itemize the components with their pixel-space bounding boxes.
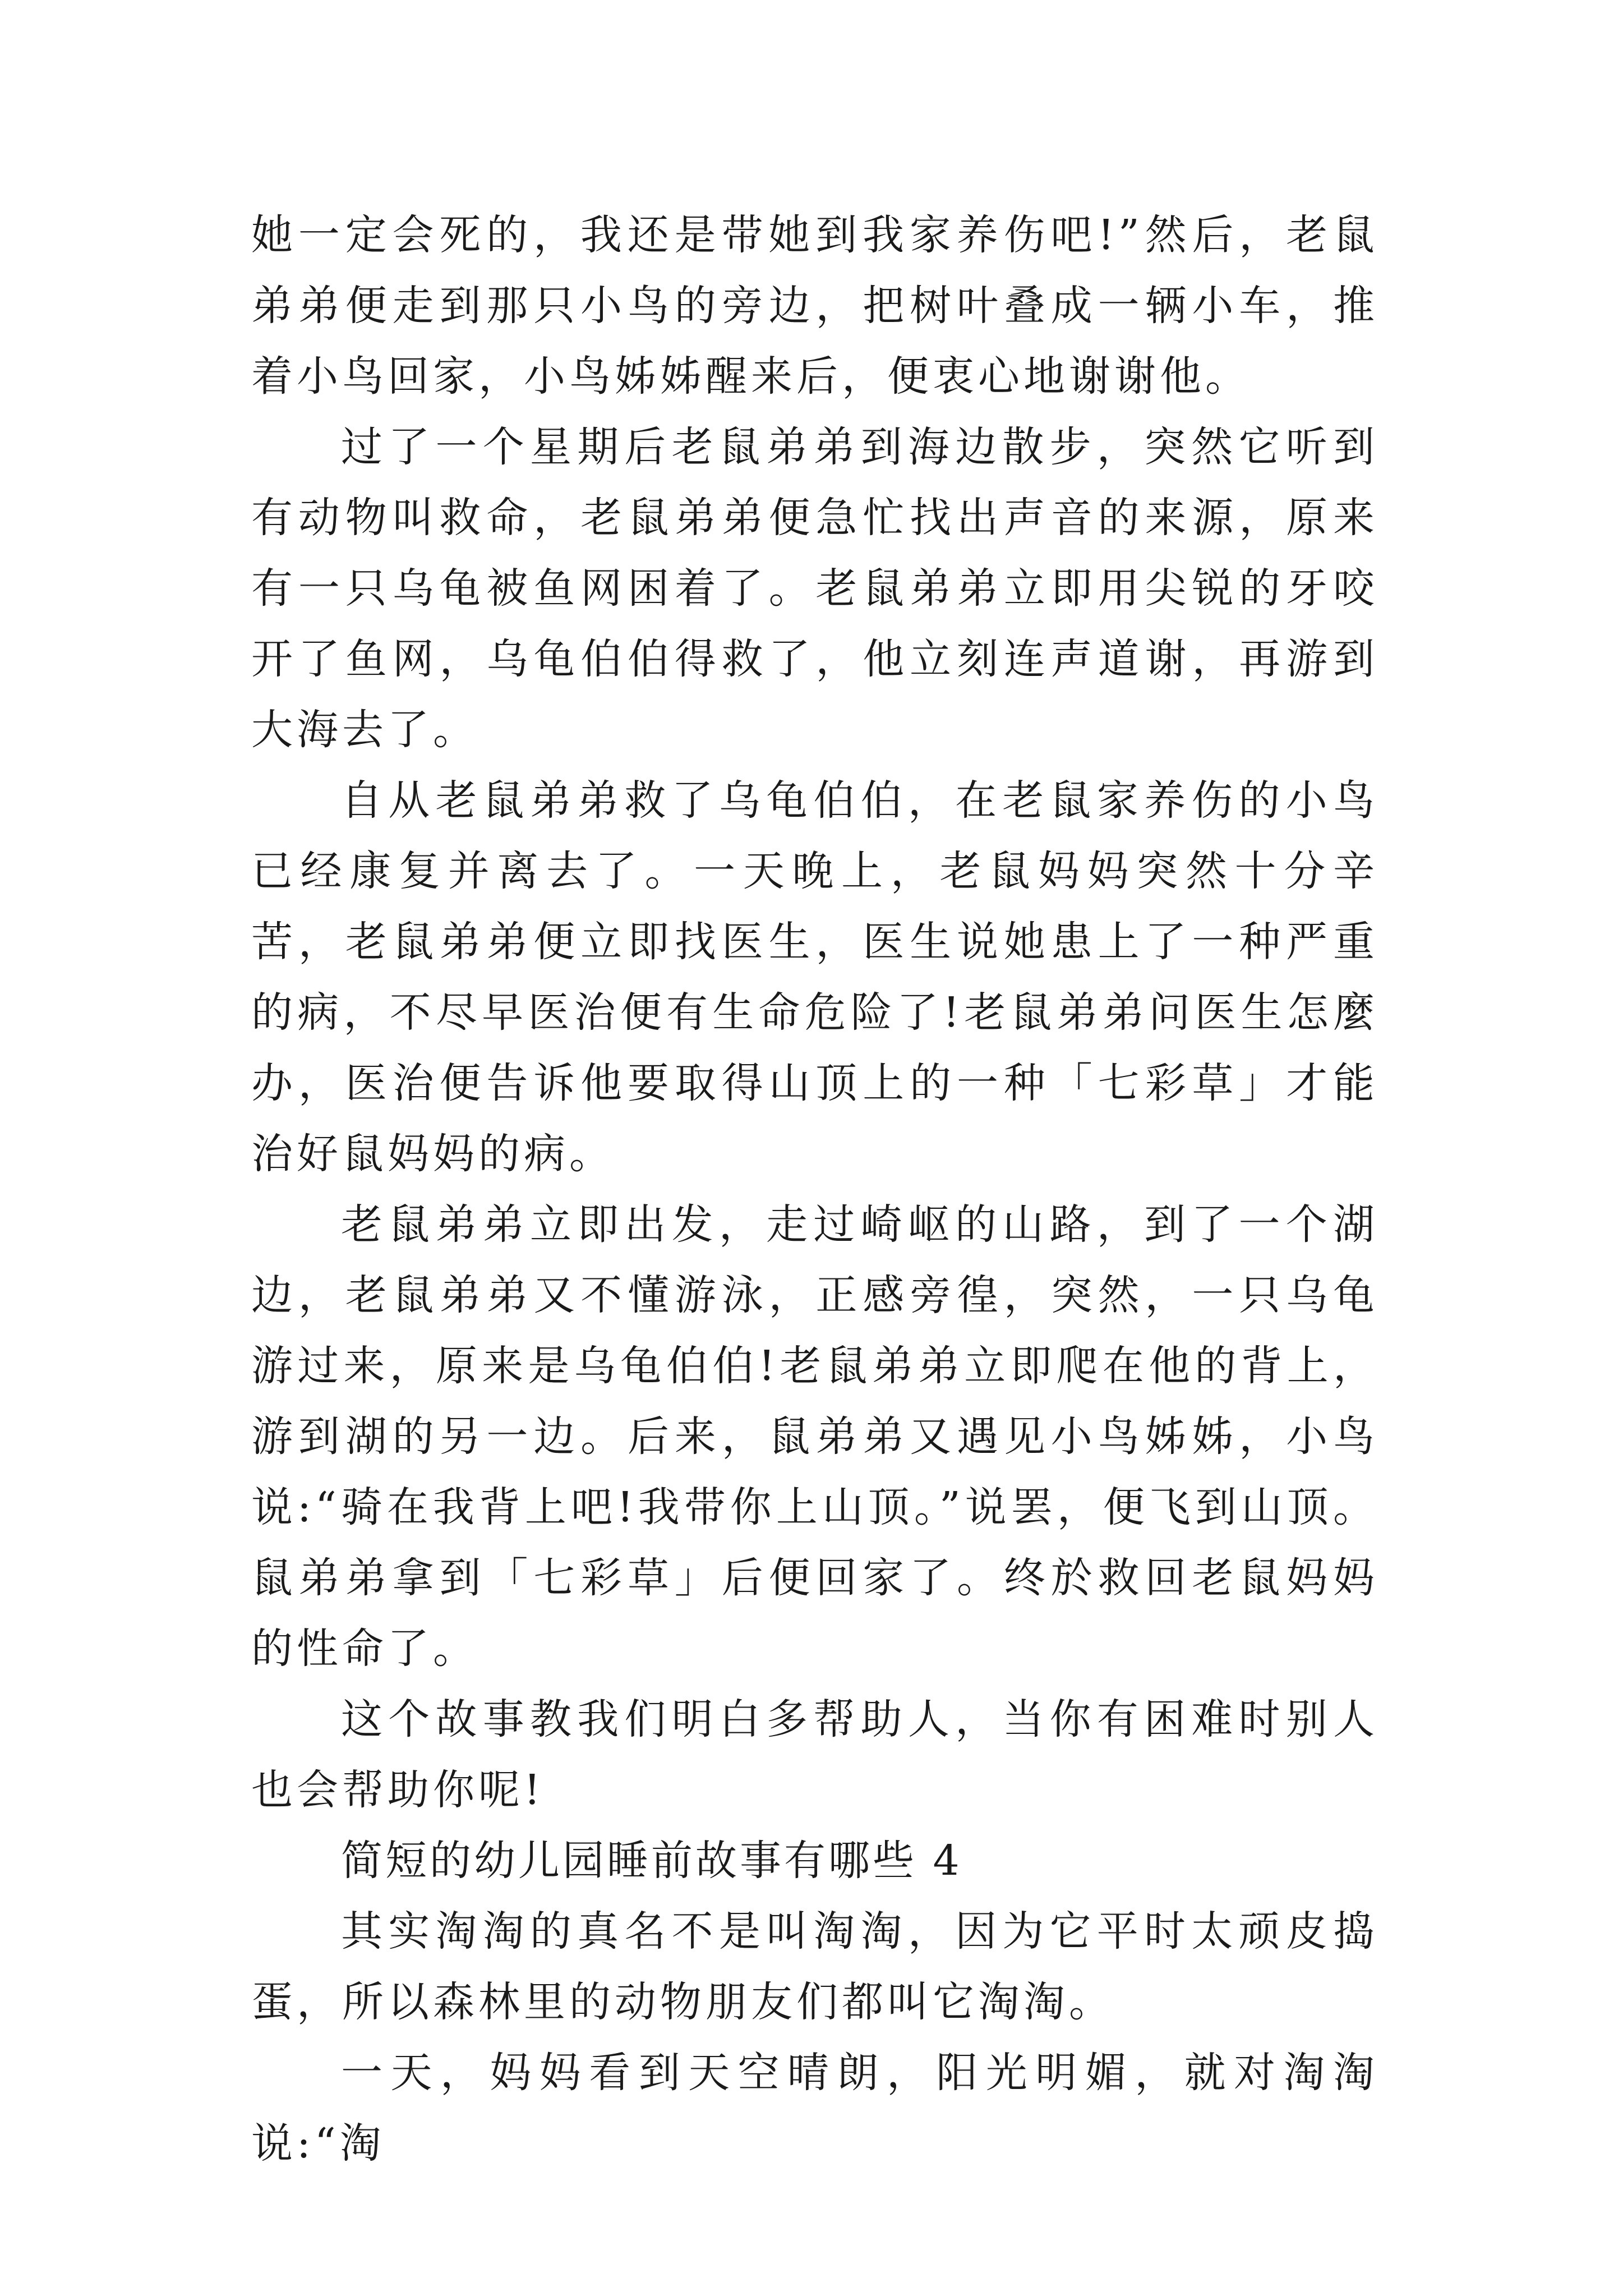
paragraph-5: 这个故事教我们明白多帮助人，当你有困难时别人也会帮助你呢! — [251, 1695, 1378, 1814]
paragraph-3: 自从老鼠弟弟救了乌龟伯伯，在老鼠家养伤的小鸟已经康复并离去了。一天晚上，老鼠妈妈突然十分辛苦，老鼠弟弟便立即找医生，医生说她患上了一种严重的病，不尽早医治便有生命危险了!老鼠弟弟问医生怎麼办，医治便告诉他要取得山顶上的一种「七彩草」才能治好鼠妈妈的病。 — [251, 776, 1378, 1178]
document-body — [251, 200, 1378, 2179]
paragraph-2: 过了一个星期后老鼠弟弟到海边散步，突然它听到有动物叫救命，老鼠弟弟便急忙找出声音的来源，原来有一只乌龟被鱼网困着了。老鼠弟弟立即用尖锐的牙咬开了鱼网，乌龟伯伯得救了，他立刻连声道谢，再游到大海去了。 — [251, 423, 1378, 754]
section-heading: 简短的幼儿园睡前故事有哪些 4 — [341, 1837, 962, 1885]
paragraph-1: 她一定会死的，我还是带她到我家养伤吧!”然后，老鼠弟弟便走到那只小鸟的旁边，把树叶叠成一辆小车，推着小鸟回家，小鸟姊姊醒来后，便衷心地谢谢他。 — [251, 211, 1378, 401]
paragraph-7: 一天，妈妈看到天空晴朗，阳光明媚，就对淘淘说:“淘 — [251, 2049, 1378, 2168]
paragraph-6: 其实淘淘的真名不是叫淘淘，因为它平时太顽皮捣蛋，所以森林里的动物朋友们都叫它淘淘。 — [251, 1907, 1378, 2026]
paragraph-4: 老鼠弟弟立即出发，走过崎岖的山路，到了一个湖边，老鼠弟弟又不懂游泳，正感旁徨，突然，一只乌龟游过来，原来是乌龟伯伯!老鼠弟弟立即爬在他的背上，游到湖的另一边。后来，鼠弟弟又遇见小鸟姊姊，小鸟说:“骑在我背上吧!我带你上山顶。”说罢，便飞到山顶。鼠弟弟拿到「七彩草」后便回家了。终於救回老鼠妈妈的性命了。 — [251, 1200, 1378, 1673]
